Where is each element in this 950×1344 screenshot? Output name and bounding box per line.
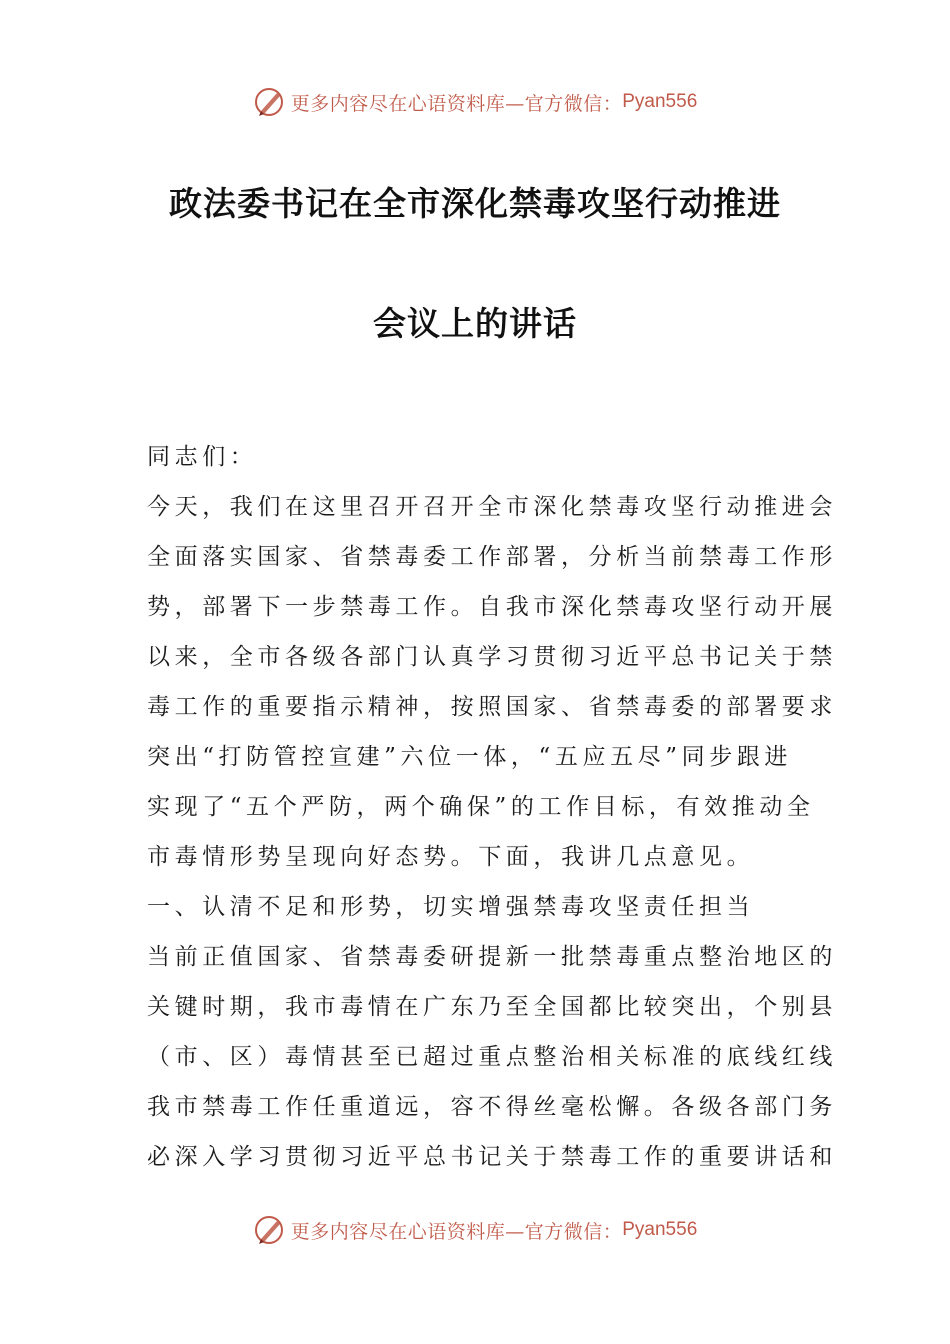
footer-banner — [0, 1210, 950, 1250]
salutation: 同志们： — [147, 444, 258, 470]
text-line: 我市禁毒工作任重道远，容不得丝毫松懈。各级各部门务 — [147, 1094, 837, 1120]
text-line: 突出“打防管控宣建”六位一体，“五应五尽”同步跟进 — [147, 744, 793, 770]
document-body — [147, 432, 837, 1182]
text-line: 关键时期，我市毒情在广东乃至全国都比较突出，个别县 — [147, 994, 837, 1020]
text-line: 势，部署下一步禁毒工作。自我市深化禁毒攻坚行动开展 — [147, 594, 837, 620]
text-line: 必深入学习贯彻习近平总书记关于禁毒工作的重要讲话和 — [147, 1144, 837, 1170]
document-title-line-2: 会议上的讲话 — [373, 304, 577, 343]
text-line: 市毒情形势呈现向好态势。下面，我讲几点意见。 — [147, 844, 755, 870]
text-line: 当前正值国家、省禁毒委研提新一批禁毒重点整治地区的 — [147, 944, 837, 970]
document-title-line-1: 政法委书记在全市深化禁毒攻坚行动推进 — [169, 184, 781, 223]
text-line: 全面落实国家、省禁毒委工作部署，分析当前禁毒工作形 — [147, 544, 837, 570]
text-line: 毒工作的重要指示精神，按照国家、省禁毒委的部署要求 — [147, 694, 837, 720]
banner-wechat-id: Pyan556 — [622, 1219, 698, 1240]
banner-wechat-id: Pyan556 — [622, 91, 698, 112]
text-line: （市、区）毒情甚至已超过重点整治相关标准的底线红线 — [147, 1044, 837, 1070]
pen-circle-logo-icon — [253, 85, 287, 119]
header-banner — [0, 82, 950, 122]
section-heading: 一、认清不足和形势，切实增强禁毒攻坚责任担当 — [147, 894, 755, 920]
text-line: 以来，全市各级各部门认真学习贯彻习近平总书记关于禁 — [147, 644, 837, 670]
banner-text: 更多内容尽在心语资料库—官方微信： — [290, 1220, 623, 1243]
text-line: 实现了“五个严防，两个确保”的工作目标，有效推动全 — [147, 794, 815, 820]
pen-circle-logo-icon — [253, 1213, 287, 1247]
banner-text: 更多内容尽在心语资料库—官方微信： — [290, 92, 623, 115]
text-line: 今天，我们在这里召开召开全市深化禁毒攻坚行动推进会 — [147, 494, 837, 520]
